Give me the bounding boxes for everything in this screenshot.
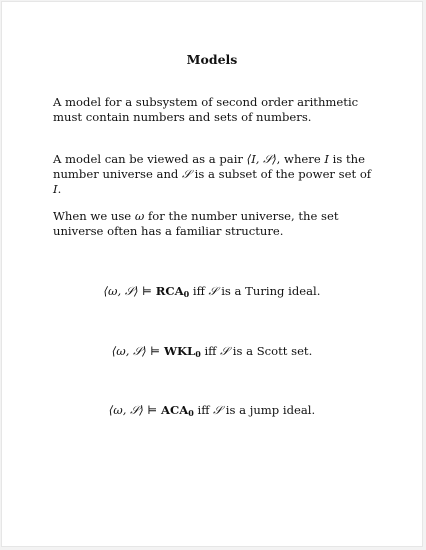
- iff-text: iff: [197, 403, 210, 417]
- math-S: 𝒮: [220, 344, 230, 358]
- text-segment: is a subset of the power set of: [191, 167, 372, 181]
- math-model: ⟨ω, 𝒮⟩: [108, 403, 144, 417]
- system-name: RCA: [155, 284, 184, 298]
- equivalence-wkl0: [2, 344, 422, 359]
- slide-page: [1, 1, 423, 547]
- math-model: ⟨ω, 𝒮⟩: [111, 344, 147, 358]
- system-subscript: 0: [195, 349, 201, 359]
- text-segment: is the number universe and: [53, 152, 365, 181]
- models-symbol: ⊨: [142, 284, 153, 298]
- paragraph-omega-models: [53, 209, 383, 239]
- text-segment: , where: [276, 152, 325, 166]
- math-S: 𝒮: [213, 403, 223, 417]
- text-segment: for the number universe, the set universe often has a familiar structure.: [53, 209, 339, 238]
- iff-text: iff: [204, 344, 217, 358]
- system-name: WKL: [163, 344, 196, 358]
- text-segment: A model can be viewed as a pair: [53, 152, 247, 166]
- system-name: ACA: [161, 403, 189, 417]
- math-S: 𝒮: [182, 167, 191, 181]
- math-pair: ⟨I, 𝒮⟩: [246, 152, 277, 166]
- text-segment: .: [57, 182, 62, 196]
- slide-title: Models: [186, 52, 238, 67]
- math-model: ⟨ω, 𝒮⟩: [103, 284, 139, 298]
- models-symbol: ⊨: [150, 344, 161, 358]
- system-subscript: 0: [188, 408, 194, 418]
- equivalence-text: is a jump ideal.: [225, 403, 316, 417]
- paragraph-model-definition: A model for a subsystem of second order arithmetic must contain numbers and sets of numbers.: [53, 95, 359, 124]
- paragraph-model-pair: [53, 152, 383, 197]
- system-subscript: 0: [183, 289, 190, 299]
- math-I: I: [324, 152, 329, 166]
- math-S: 𝒮: [208, 284, 218, 298]
- equivalence-aca0: [2, 403, 422, 418]
- iff-text: iff: [192, 284, 205, 298]
- models-symbol: ⊨: [147, 403, 158, 417]
- equivalence-text: is a Scott set.: [232, 344, 313, 358]
- math-omega: ω: [134, 209, 145, 223]
- equivalence-text: is a Turing ideal.: [221, 284, 321, 298]
- math-I: I: [53, 182, 58, 196]
- equivalence-rca0: [2, 284, 422, 299]
- text-segment: When we use: [53, 209, 135, 223]
